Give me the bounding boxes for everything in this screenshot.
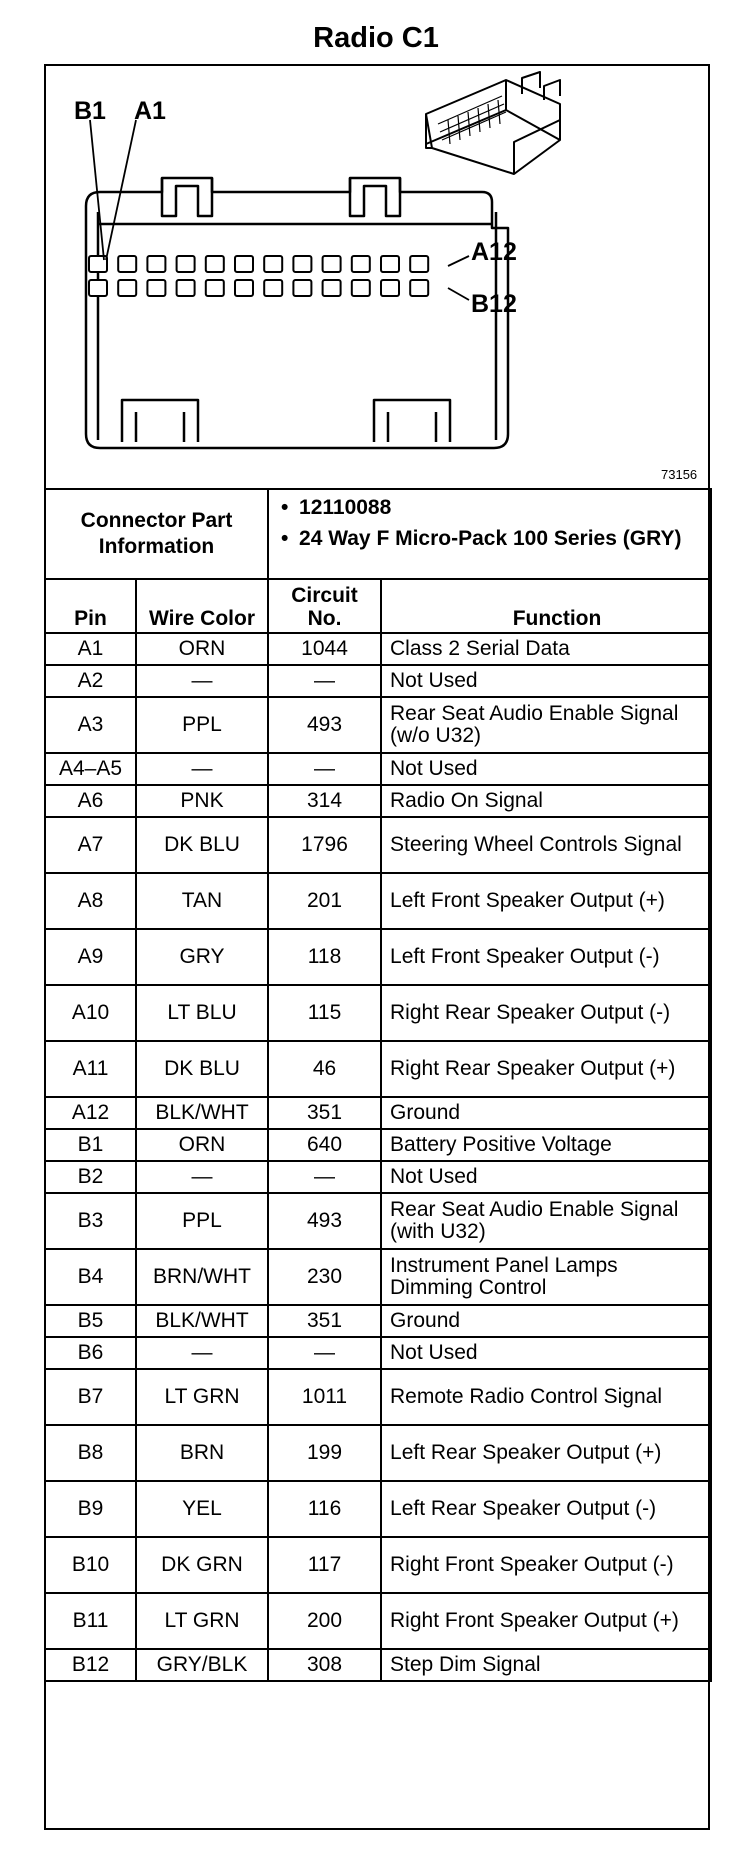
- header-row: [45, 579, 711, 633]
- table-row: [45, 697, 711, 753]
- table-row: [45, 985, 711, 1041]
- pin-cell: A8: [45, 873, 136, 929]
- wire-color-cell: —: [136, 1337, 268, 1369]
- cavity-a8: [293, 256, 311, 272]
- wire-color-cell: —: [136, 1161, 268, 1193]
- wire-color-cell: DK GRN: [136, 1537, 268, 1593]
- circuit-cell: 1044: [268, 633, 381, 665]
- cavity-b6: [235, 280, 253, 296]
- circuit-cell: —: [268, 753, 381, 785]
- table-row: [45, 633, 711, 665]
- cavity-b3: [147, 280, 165, 296]
- cavity-a3: [147, 256, 165, 272]
- pin-cell: A2: [45, 665, 136, 697]
- table-row: [45, 1537, 711, 1593]
- header-pin: Pin: [45, 579, 136, 633]
- table-row: [45, 1481, 711, 1537]
- function-cell: Left Rear Speaker Output (+): [381, 1425, 711, 1481]
- cavity-a9: [323, 256, 341, 272]
- cavity-b11: [381, 280, 399, 296]
- table-row: [45, 873, 711, 929]
- wire-color-cell: ORN: [136, 1129, 268, 1161]
- function-cell: Right Rear Speaker Output (-): [381, 985, 711, 1041]
- table-row: [45, 1649, 711, 1681]
- pin-cell: B10: [45, 1537, 136, 1593]
- cavity-b2: [118, 280, 136, 296]
- function-cell: Ground: [381, 1305, 711, 1337]
- cavity-b1: [89, 280, 107, 296]
- circuit-cell: 314: [268, 785, 381, 817]
- function-cell: Instrument Panel Lamps Dimming Control: [381, 1249, 711, 1305]
- connector-info-item: • 12110088: [281, 496, 392, 519]
- table-row: [45, 1193, 711, 1249]
- pin-cell: B12: [45, 1649, 136, 1681]
- pin-cell: A4–A5: [45, 753, 136, 785]
- function-cell: Battery Positive Voltage: [381, 1129, 711, 1161]
- function-cell: Steering Wheel Controls Signal: [381, 817, 711, 873]
- cavity-a7: [264, 256, 282, 272]
- function-cell: Not Used: [381, 665, 711, 697]
- wire-color-cell: GRY: [136, 929, 268, 985]
- function-cell: Right Front Speaker Output (-): [381, 1537, 711, 1593]
- header-wire-color: Wire Color: [136, 579, 268, 633]
- function-cell: Rear Seat Audio Enable Signal (with U32): [381, 1193, 711, 1249]
- connector-body-3d-drawing: [426, 72, 560, 174]
- pin-cell: B5: [45, 1305, 136, 1337]
- bullet-icon: •: [281, 527, 289, 550]
- figure-number: 73156: [661, 467, 698, 482]
- connector-face-drawing: [44, 64, 710, 488]
- wire-color-cell: GRY/BLK: [136, 1649, 268, 1681]
- wire-color-cell: —: [136, 753, 268, 785]
- connector-info-item: • 24 Way F Micro-Pack 100 Series (GRY): [281, 527, 682, 550]
- pin-cell: B11: [45, 1593, 136, 1649]
- table-row: [45, 1593, 711, 1649]
- pin-cell: B3: [45, 1193, 136, 1249]
- circuit-cell: 1011: [268, 1369, 381, 1425]
- function-cell: Step Dim Signal: [381, 1649, 711, 1681]
- pin-cell: A7: [45, 817, 136, 873]
- table-row: [45, 1129, 711, 1161]
- wire-color-cell: BRN: [136, 1425, 268, 1481]
- pin-cell: A9: [45, 929, 136, 985]
- pin-cell: A6: [45, 785, 136, 817]
- pin-cell: B2: [45, 1161, 136, 1193]
- cavity-b9: [323, 280, 341, 296]
- label-a1: A1: [134, 97, 166, 125]
- function-cell: Right Rear Speaker Output (+): [381, 1041, 711, 1097]
- table-row: [45, 785, 711, 817]
- cavity-b12: [410, 280, 428, 296]
- function-cell: Remote Radio Control Signal: [381, 1369, 711, 1425]
- function-cell: Not Used: [381, 753, 711, 785]
- header-function: Function: [381, 579, 711, 633]
- wire-color-cell: PPL: [136, 1193, 268, 1249]
- pin-cell: B1: [45, 1129, 136, 1161]
- function-cell: Ground: [381, 1097, 711, 1129]
- cavity-a11: [381, 256, 399, 272]
- circuit-cell: 308: [268, 1649, 381, 1681]
- function-cell: Right Front Speaker Output (+): [381, 1593, 711, 1649]
- page-title: Radio C1: [313, 22, 439, 54]
- table-row: [45, 929, 711, 985]
- function-cell: Class 2 Serial Data: [381, 633, 711, 665]
- pin-cell: A1: [45, 633, 136, 665]
- table-row: [45, 1249, 711, 1305]
- circuit-cell: 351: [268, 1097, 381, 1129]
- table-row: [45, 1425, 711, 1481]
- table-row: [45, 1337, 711, 1369]
- circuit-cell: 118: [268, 929, 381, 985]
- function-cell: Rear Seat Audio Enable Signal (w/o U32): [381, 697, 711, 753]
- wire-color-cell: DK BLU: [136, 1041, 268, 1097]
- wire-color-cell: BLK/WHT: [136, 1305, 268, 1337]
- cavity-b10: [352, 280, 370, 296]
- cavity-a10: [352, 256, 370, 272]
- wire-color-cell: LT GRN: [136, 1593, 268, 1649]
- circuit-cell: 116: [268, 1481, 381, 1537]
- wire-color-cell: PNK: [136, 785, 268, 817]
- circuit-cell: 230: [268, 1249, 381, 1305]
- table-row: [45, 753, 711, 785]
- connector-info-row: [45, 489, 711, 579]
- pin-cell: A3: [45, 697, 136, 753]
- wire-color-cell: BRN/WHT: [136, 1249, 268, 1305]
- cavity-b8: [293, 280, 311, 296]
- table-row: [45, 1161, 711, 1193]
- label-b12: B12: [471, 290, 517, 318]
- circuit-cell: 199: [268, 1425, 381, 1481]
- table-row: [45, 1097, 711, 1129]
- circuit-cell: —: [268, 665, 381, 697]
- function-cell: Left Rear Speaker Output (-): [381, 1481, 711, 1537]
- cavity-b5: [206, 280, 224, 296]
- function-cell: Left Front Speaker Output (-): [381, 929, 711, 985]
- cavity-a4: [177, 256, 195, 272]
- circuit-cell: 201: [268, 873, 381, 929]
- pinout-table: [44, 488, 712, 1682]
- circuit-cell: 493: [268, 697, 381, 753]
- circuit-cell: 200: [268, 1593, 381, 1649]
- function-cell: Not Used: [381, 1161, 711, 1193]
- circuit-cell: 115: [268, 985, 381, 1041]
- wire-color-cell: ORN: [136, 633, 268, 665]
- pin-cell: A10: [45, 985, 136, 1041]
- wire-color-cell: PPL: [136, 697, 268, 753]
- connector-info-label: Connector Part Information: [45, 489, 268, 579]
- bullet-icon: •: [281, 496, 289, 519]
- circuit-cell: 640: [268, 1129, 381, 1161]
- table-row: [45, 1369, 711, 1425]
- circuit-cell: —: [268, 1337, 381, 1369]
- connector-diagram: [44, 64, 710, 488]
- label-b1: B1: [74, 97, 106, 125]
- wire-color-cell: YEL: [136, 1481, 268, 1537]
- table-row: [45, 665, 711, 697]
- pin-cell: B6: [45, 1337, 136, 1369]
- header-circuit-no: Circuit No.: [268, 579, 381, 633]
- circuit-cell: 46: [268, 1041, 381, 1097]
- circuit-cell: —: [268, 1161, 381, 1193]
- pin-cell: A11: [45, 1041, 136, 1097]
- wire-color-cell: —: [136, 665, 268, 697]
- cavity-a2: [118, 256, 136, 272]
- pin-cell: A12: [45, 1097, 136, 1129]
- cavity-b7: [264, 280, 282, 296]
- wire-color-cell: DK BLU: [136, 817, 268, 873]
- cavity-b4: [177, 280, 195, 296]
- wire-color-cell: LT BLU: [136, 985, 268, 1041]
- pin-cell: B7: [45, 1369, 136, 1425]
- cavity-a6: [235, 256, 253, 272]
- wire-color-cell: LT GRN: [136, 1369, 268, 1425]
- function-cell: Not Used: [381, 1337, 711, 1369]
- cavity-a5: [206, 256, 224, 272]
- pin-cell: B8: [45, 1425, 136, 1481]
- connector-info-list: [268, 489, 711, 579]
- function-cell: Radio On Signal: [381, 785, 711, 817]
- label-a12: A12: [471, 238, 517, 266]
- circuit-cell: 493: [268, 1193, 381, 1249]
- circuit-cell: 351: [268, 1305, 381, 1337]
- pin-cell: B9: [45, 1481, 136, 1537]
- table-row: [45, 817, 711, 873]
- function-cell: Left Front Speaker Output (+): [381, 873, 711, 929]
- circuit-cell: 117: [268, 1537, 381, 1593]
- table-row: [45, 1041, 711, 1097]
- cavity-a12: [410, 256, 428, 272]
- circuit-cell: 1796: [268, 817, 381, 873]
- pin-cell: B4: [45, 1249, 136, 1305]
- table-row: [45, 1305, 711, 1337]
- wire-color-cell: TAN: [136, 873, 268, 929]
- wire-color-cell: BLK/WHT: [136, 1097, 268, 1129]
